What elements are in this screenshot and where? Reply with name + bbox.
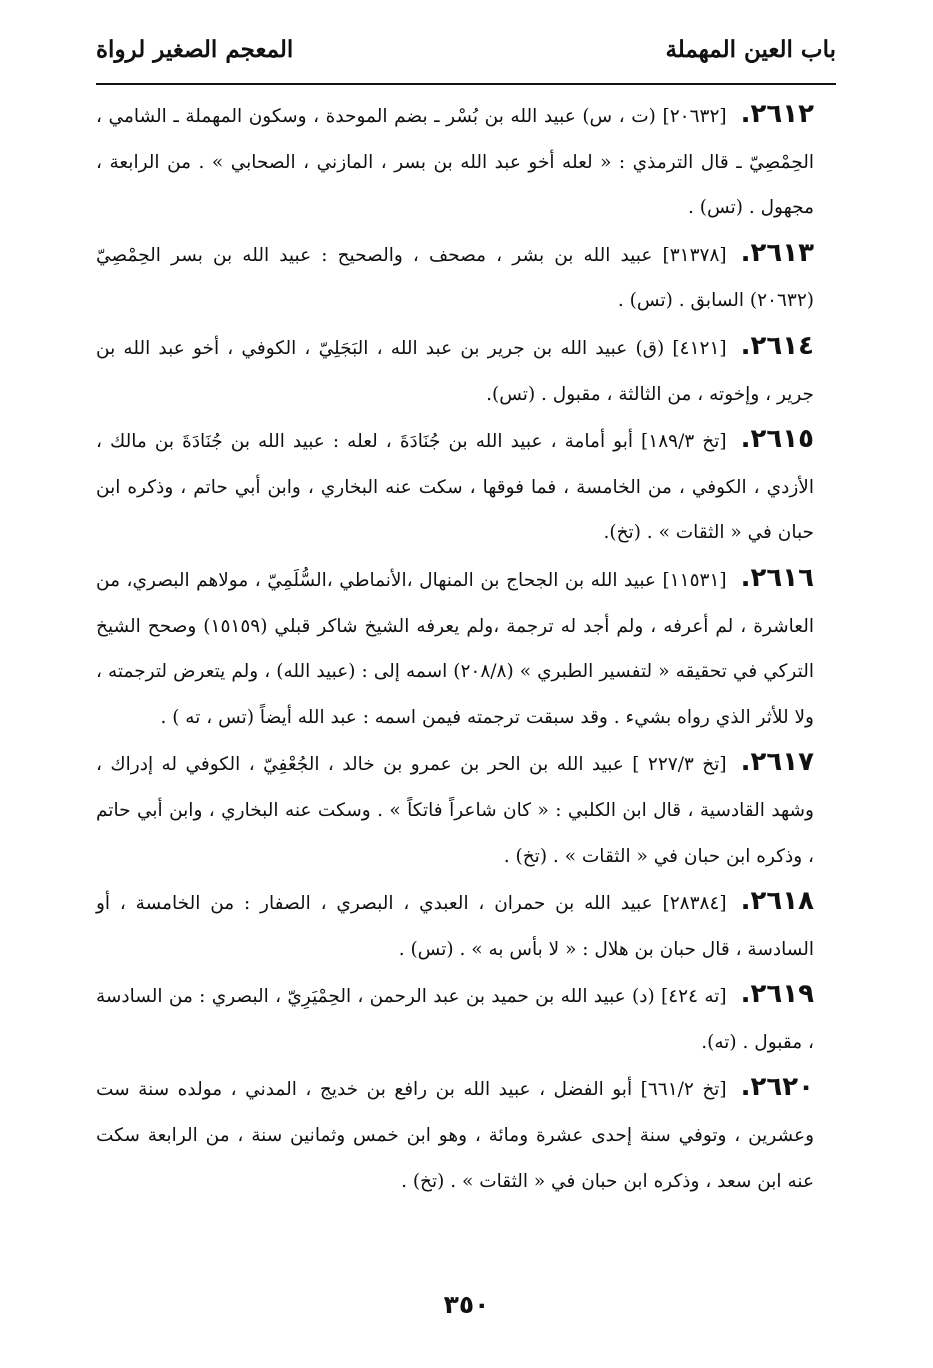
entry-2613	[96, 231, 814, 324]
entry-number: ٢٦١٥.	[740, 424, 814, 455]
book-title: المعجم الصغير لرواة	[96, 36, 294, 63]
entry-2619	[96, 972, 814, 1065]
entry-text: [٤١٢١] (ق) عبيد الله بن جرير بن عبد الله ، البَجَلِيّ ، الكوفي ، أخو عبد الله بن جرير ، وإخوته ، من الثالثة ، مقبول . (تس).	[96, 337, 814, 405]
entry-text: [٢٠٦٣٢] (ت ، س) عبيد الله بن بُسْر ـ بضم الموحدة ، وسكون المهملة ـ الشامي ، الحِمْصِيّ ـ قال الترمذي : « لعله أخو عبد الله بن بسر ، المازني ، الصحابي » . من الرابعة ، مجهول . (تس) .	[96, 106, 814, 219]
entry-2614	[96, 324, 814, 417]
entry-number: ٢٦١٤.	[740, 330, 814, 361]
entry-number: ٢٦٢٠.	[740, 1072, 814, 1103]
entry-number: ٢٦١٨.	[740, 886, 814, 917]
entry-text: [تخ ١٨٩/٣] أبو أمامة ، عبيد الله بن جُنَادَةَ ، لعله : عبيد الله بن جُنَادَةَ بن مالك ، الأزدي ، الكوفي ، من الخامسة ، فما فوقها ، سكت عنه البخاري ، وابن أبي حاتم ، وذكره ابن حبان في « الثقات » . (تخ).	[96, 431, 814, 544]
entry-number: ٢٦١٣.	[740, 237, 814, 268]
entry-number: ٢٦١٢.	[740, 99, 814, 129]
page-number: ٣٥٠	[443, 1290, 490, 1319]
entries-list	[96, 92, 814, 1204]
entry-text: [تخ ٦٦١/٢] أبو الفضل ، عبيد الله بن رافع بن خديج ، المدني ، مولده سنة ست وعشرين ، وتوفي سنة إحدى عشرة ومائة ، وهو ابن خمس وثمانين سنة ، من الرابعة سكت عنه ابن سعد ، وذكره ابن حبان في « الثقات » . (تخ) .	[96, 1079, 814, 1192]
entry-2612	[96, 92, 814, 231]
header-rule	[96, 83, 836, 85]
entry-2617	[96, 740, 814, 879]
running-header	[96, 34, 836, 80]
entry-2616	[96, 556, 814, 740]
entry-number: ٢٦١٧.	[740, 747, 814, 778]
entry-text: [٢٨٣٨٤] عبيد الله بن حمران ، العبدي ، البصري ، الصفار : من الخامسة ، أو السادسة ، قال حبان بن هلال : « لا بأس به » . (تس) .	[96, 893, 814, 960]
entry-number: ٢٦١٩.	[740, 979, 814, 1010]
entry-2618	[96, 879, 814, 972]
entry-2620	[96, 1065, 814, 1204]
entry-text: [ته ٤٢٤] (د) عبيد الله بن حميد بن عبد الرحمن ، الحِمْيَرِيّ ، البصري : من السادسة ، مقبول . (ته).	[96, 986, 814, 1053]
chapter-title: باب العين المهملة	[665, 36, 836, 63]
entry-text: [١١٥٣١] عبيد الله بن الجحاج بن المنهال ،الأنماطي ،السُّلَمِيّ ، مولاهم البصري، من العاشرة ، لم أعرفه ، ولم أجد له ترجمة ،ولم يعرفه الشيخ شاكر قبلي (١٥١٥٩) وصحح الشيخ التركي في تحقيقه « لتفسير الطبري » (٢٠٨/٨) اسمه إلى : (عبيد الله) ، ولم يتعرض لترجمته ، ولا للأثر الذي رواه بشيء . وقد سبقت ترجمته فيمن اسمه : عبد الله أيضاً (تس ، ته ) .	[96, 569, 815, 728]
entry-text: [٣١٣٧٨] عبيد الله بن بشر ، مصحف ، والصحيح : عبيد الله بن بسر الحِمْصِيّ (٢٠٦٣٢) السابق . (تس) .	[96, 244, 814, 312]
entry-number: ٢٦١٦.	[740, 562, 814, 593]
entry-2615	[96, 417, 814, 556]
entry-text: [تخ ٢٢٧/٣ ] عبيد الله بن الحر بن عمرو بن خالد ، الجُعْفِيّ ، الكوفي له إدراك ، وشهد القادسية ، قال ابن الكلبي : « كان شاعراً فاتكاً » . وسكت عنه البخاري ، وابن أبي حاتم ، وذكره ابن حبان في « الثقات » . (تخ) .	[96, 754, 814, 867]
